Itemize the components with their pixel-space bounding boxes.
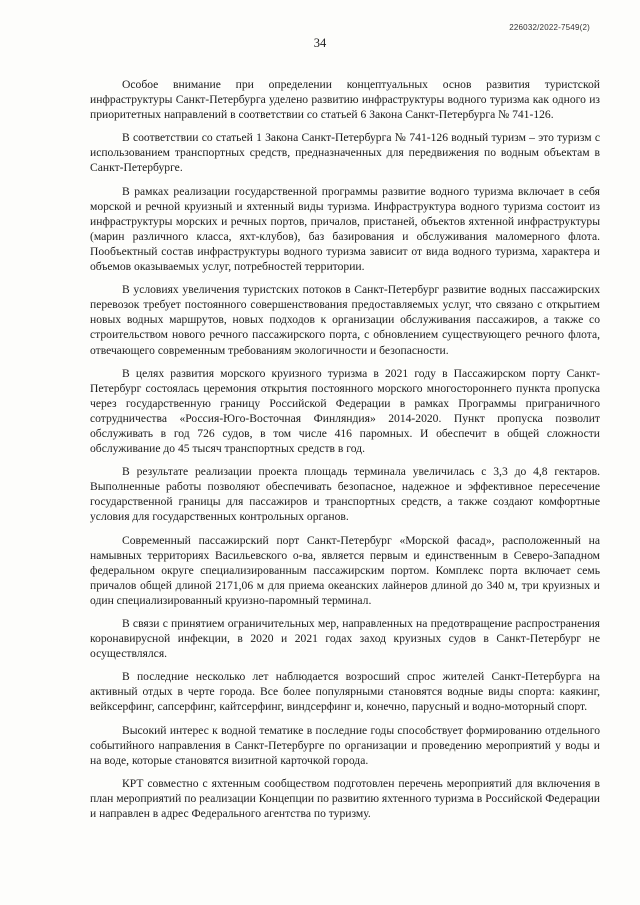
paragraph: В результате реализации проекта площадь терминала увеличилась с 3,3 до 4,8 гектаров. Выполненные работы позволяют обеспечивать безопасное, надежное и эффективное пересечение государственной границы для пассажиров и транспортных средств, а также создают комфортные условия для государственных контрольных органов. bbox=[90, 465, 600, 524]
paragraph: В последние несколько лет наблюдается возросший спрос жителей Санкт-Петербурга на активный отдых в черте города. Все более популярными становятся водные виды спорта: каякинг, вейксерфинг, сапсерфинг, кайтсерфинг, виндсерфинг и, конечно, парусный и водно-моторный спорт. bbox=[90, 670, 600, 714]
paragraph: В связи с принятием ограничительных мер, направленных на предотвращение распространения коронавирусной инфекции, в 2020 и 2021 годах заход круизных судов в Санкт-Петербург не осуществлялся. bbox=[90, 617, 600, 661]
paragraph: В рамках реализации государственной программы развитие водного туризма включает в себя морской и речной круизный и яхтенный виды туризма. Инфраструктура водного туризма состоит из инфраструктуры морских и речных портов, причалов, пристаней, объектов яхтенной инфраструктуры (марин различного класса, яхт-клубов), баз базирования и обслуживания маломерного флота. Пообъектный состав инфраструктуры водного туризма зависит от вида водного туризма, характера и объемов оказываемых услуг, потребностей территории. bbox=[90, 184, 600, 274]
paragraph: Особое внимание при определении концептуальных основ развития туристской инфраструктуры Санкт-Петербурга уделено развитию инфраструктуры водного туризма как одного из приоритетных направлений в соответствии со статьей 6 Закона Санкт-Петербурга № 741-126. bbox=[90, 78, 600, 122]
paragraph: В условиях увеличения туристских потоков в Санкт-Петербург развитие водных пассажирских перевозок требует постоянного совершенствования предоставляемых услуг, что связано с открытием новых водных маршрутов, новых подходов к организации обслуживания пассажиров, а также со строительством нового речного пассажирского порта, с обновлением существующего речного флота, отвечающего современным требованиям экологичности и безопасности. bbox=[90, 283, 600, 357]
paragraph: Высокий интерес к водной тематике в последние годы способствует формированию отдельного событийного направления в Санкт-Петербурге по организации и проведению мероприятий у воды и на воде, которые становятся визитной карточкой города. bbox=[90, 723, 600, 767]
document-body bbox=[90, 77, 600, 821]
paragraph: КРТ совместно с яхтенным сообществом подготовлен перечень мероприятий для включения в план мероприятий по реализации Концепции по развитию яхтенного туризма в Российской Федерации и направлен в адрес Федерального агентства по туризму. bbox=[90, 776, 600, 821]
page-number: 34 bbox=[313, 36, 327, 50]
paragraph: В целях развития морского круизного туризма в 2021 году в Пассажирском порту Санкт-Петербург состоялась церемония открытия постоянного морского многостороннего пункта пропуска через государственную границу Российской Федерации в рамках Программы приграничного сотрудничества «Россия-Юго-Восточная Финляндия» 2014-2020. Пункт пропуска позволит обслуживать в год 726 судов, в том числе 416 паромных. И обеспечит в общей сложности обслуживание до 45 тысяч транспортных средств в год. bbox=[90, 366, 600, 456]
document-id: 226032/2022-7549(2) bbox=[509, 23, 590, 32]
paragraph: Современный пассажирский порт Санкт-Петербург «Морской фасад», расположенный на намывных территориях Васильевского о-ва, является первым и единственным в Северо-Западном федеральном округе специализированным пассажирским портом. Комплекс порта включает семь причалов общей длиной 2171,06 м для приема океанских лайнеров длиной до 340 м, три круизных и один специализированный круизно-паромный терминал. bbox=[90, 533, 600, 607]
paragraph: В соответствии со статьей 1 Закона Санкт-Петербурга № 741-126 водный туризм – это туризм с использованием транспортных средств, предназначенных для передвижения по водным объектам в Санкт-Петербурге. bbox=[90, 131, 600, 175]
